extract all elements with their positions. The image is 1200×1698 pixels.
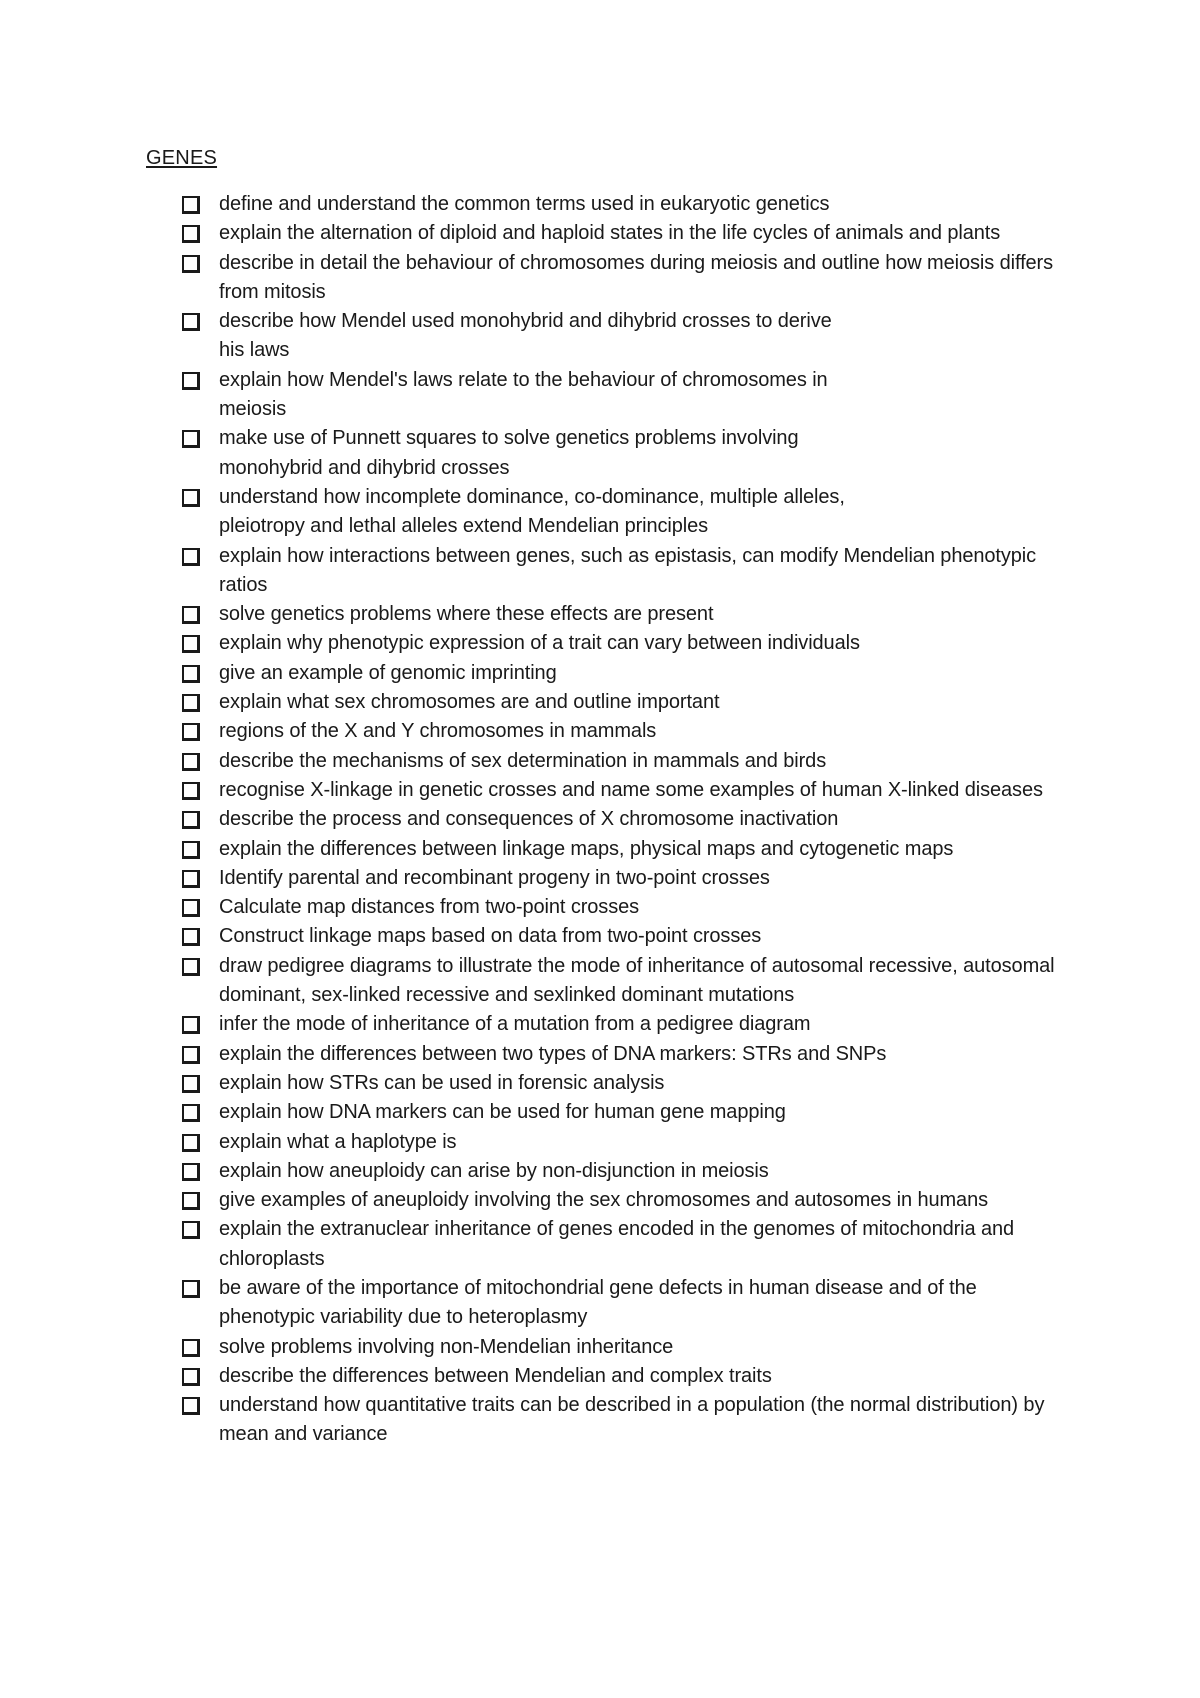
section-heading: GENES bbox=[146, 147, 218, 169]
objective-text: explain how aneuploidy can arise by non-disjunction in meiosis bbox=[219, 1159, 769, 1182]
checkbox-icon[interactable] bbox=[182, 1075, 200, 1093]
objective-item bbox=[182, 1215, 1062, 1274]
checkbox-icon[interactable] bbox=[182, 196, 200, 214]
checkbox-icon[interactable] bbox=[182, 1368, 200, 1386]
checkbox-icon[interactable] bbox=[182, 1104, 200, 1122]
checkbox-icon[interactable] bbox=[182, 958, 200, 976]
checkbox-icon[interactable] bbox=[182, 606, 200, 624]
objective-text: explain how STRs can be used in forensic analysis bbox=[219, 1071, 665, 1094]
objective-item bbox=[182, 600, 1062, 629]
objective-item bbox=[182, 1157, 1062, 1186]
objective-item bbox=[182, 717, 1062, 746]
objective-text: explain how Mendel's laws relate to the behaviour of chromosomes in meiosis bbox=[219, 368, 828, 421]
checkbox-icon[interactable] bbox=[182, 841, 200, 859]
objective-text: describe the mechanisms of sex determination in mammals and birds bbox=[219, 749, 827, 772]
objective-item bbox=[182, 1391, 1062, 1450]
objective-text: explain the differences between two types of DNA markers: STRs and SNPs bbox=[219, 1042, 887, 1065]
objective-item bbox=[182, 864, 1062, 893]
objective-text: Identify parental and recombinant progeny in two-point crosses bbox=[219, 866, 770, 889]
objective-text: explain what a haplotype is bbox=[219, 1130, 457, 1153]
checkbox-icon[interactable] bbox=[182, 225, 200, 243]
objective-item bbox=[182, 629, 1062, 658]
objective-text: explain why phenotypic expression of a trait can vary between individuals bbox=[219, 632, 860, 655]
checkbox-icon[interactable] bbox=[182, 1221, 200, 1239]
checkbox-icon[interactable] bbox=[182, 1046, 200, 1064]
learning-objectives-list bbox=[182, 190, 1062, 1450]
objective-text: recognise X-linkage in genetic crosses and name some examples of human X-linked diseases bbox=[219, 778, 1043, 801]
objective-text: regions of the X and Y chromosomes in mammals bbox=[219, 720, 657, 743]
objective-text: give examples of aneuploidy involving the sex chromosomes and autosomes in humans bbox=[219, 1189, 989, 1212]
checkbox-icon[interactable] bbox=[182, 665, 200, 683]
objective-item bbox=[182, 1128, 1062, 1157]
objective-text: give an example of genomic imprinting bbox=[219, 661, 557, 684]
objective-text: describe how Mendel used monohybrid and dihybrid crosses to derive his laws bbox=[219, 310, 832, 362]
objective-text: describe the differences between Mendelian and complex traits bbox=[219, 1364, 772, 1387]
objective-text: explain what sex chromosomes are and outline important bbox=[219, 691, 720, 714]
objective-text: explain the alternation of diploid and haploid states in the life cycles of animals and plants bbox=[219, 222, 1001, 245]
objective-text: Construct linkage maps based on data from two-point crosses bbox=[219, 925, 762, 948]
checkbox-icon[interactable] bbox=[182, 928, 200, 946]
objective-item bbox=[182, 307, 1062, 366]
objective-text: describe in detail the behaviour of chromosomes during meiosis and outline how meiosis differs from mitosis bbox=[219, 251, 1054, 303]
objective-item bbox=[182, 366, 1062, 425]
checkbox-icon[interactable] bbox=[182, 899, 200, 917]
objective-item bbox=[182, 922, 1062, 951]
checkbox-icon[interactable] bbox=[182, 548, 200, 566]
objective-text: make use of Punnett squares to solve genetics problems involving monohybrid and dihybrid crosses bbox=[219, 427, 799, 479]
objective-item bbox=[182, 1333, 1062, 1362]
objective-item bbox=[182, 659, 1062, 688]
checkbox-icon[interactable] bbox=[182, 489, 200, 507]
objective-item bbox=[182, 688, 1062, 717]
objective-item bbox=[182, 1010, 1062, 1039]
checkbox-icon[interactable] bbox=[182, 811, 200, 829]
checkbox-icon[interactable] bbox=[182, 372, 200, 390]
checkbox-icon[interactable] bbox=[182, 255, 200, 273]
objective-item bbox=[182, 835, 1062, 864]
checkbox-icon[interactable] bbox=[182, 753, 200, 771]
objective-text: understand how quantitative traits can be described in a population (the normal distribution) by mean and variance bbox=[219, 1394, 1045, 1446]
objective-item bbox=[182, 1186, 1062, 1215]
objective-item bbox=[182, 219, 1062, 248]
objective-item bbox=[182, 1098, 1062, 1127]
objective-item bbox=[182, 1040, 1062, 1069]
checkbox-icon[interactable] bbox=[182, 723, 200, 741]
objective-item bbox=[182, 483, 1062, 542]
checkbox-icon[interactable] bbox=[182, 635, 200, 653]
objective-item bbox=[182, 1362, 1062, 1391]
checkbox-icon[interactable] bbox=[182, 1016, 200, 1034]
checkbox-icon[interactable] bbox=[182, 1339, 200, 1357]
objective-text: be aware of the importance of mitochondrial gene defects in human disease and of the phenotypic variability due to heteroplasmy bbox=[219, 1276, 977, 1329]
objective-text: draw pedigree diagrams to illustrate the mode of inheritance of autosomal recessive, autosomal dominant, sex-linked recessive and sexlinked dominant mutations bbox=[219, 954, 1055, 1007]
objective-item bbox=[182, 747, 1062, 776]
objective-text: solve genetics problems where these effects are present bbox=[219, 603, 714, 626]
checkbox-icon[interactable] bbox=[182, 430, 200, 448]
objective-item bbox=[182, 1069, 1062, 1098]
objective-item bbox=[182, 893, 1062, 922]
objective-item bbox=[182, 805, 1062, 834]
objective-text: explain how interactions between genes, such as epistasis, can modify Mendelian phenotypic ratios bbox=[219, 544, 1037, 596]
objective-text: explain the extranuclear inheritance of genes encoded in the genomes of mitochondria and chloroplasts bbox=[219, 1218, 1015, 1270]
objective-text: describe the process and consequences of X chromosome inactivation bbox=[219, 808, 839, 831]
objective-text: explain how DNA markers can be used for human gene mapping bbox=[219, 1101, 786, 1124]
checkbox-icon[interactable] bbox=[182, 782, 200, 800]
objective-item bbox=[182, 190, 1062, 219]
objective-text: understand how incomplete dominance, co-dominance, multiple alleles, pleiotropy and lethal alleles extend Mendelian principles bbox=[219, 485, 845, 538]
objective-item bbox=[182, 542, 1062, 601]
objective-item bbox=[182, 249, 1062, 308]
checkbox-icon[interactable] bbox=[182, 1280, 200, 1298]
checkbox-icon[interactable] bbox=[182, 1163, 200, 1181]
objective-text: Calculate map distances from two-point crosses bbox=[219, 896, 640, 919]
objective-text: infer the mode of inheritance of a mutation from a pedigree diagram bbox=[219, 1013, 811, 1036]
checkbox-icon[interactable] bbox=[182, 1134, 200, 1152]
objective-text: define and understand the common terms used in eukaryotic genetics bbox=[219, 193, 830, 215]
objective-text: solve problems involving non-Mendelian inheritance bbox=[219, 1335, 674, 1358]
checkbox-icon[interactable] bbox=[182, 1397, 200, 1415]
objective-item bbox=[182, 424, 1062, 483]
checkbox-icon[interactable] bbox=[182, 694, 200, 712]
checkbox-icon[interactable] bbox=[182, 870, 200, 888]
objective-item bbox=[182, 952, 1062, 1011]
checkbox-icon[interactable] bbox=[182, 1192, 200, 1210]
checkbox-icon[interactable] bbox=[182, 313, 200, 331]
objective-item bbox=[182, 776, 1062, 805]
objective-text: explain the differences between linkage maps, physical maps and cytogenetic maps bbox=[219, 837, 954, 860]
objective-item bbox=[182, 1274, 1062, 1333]
